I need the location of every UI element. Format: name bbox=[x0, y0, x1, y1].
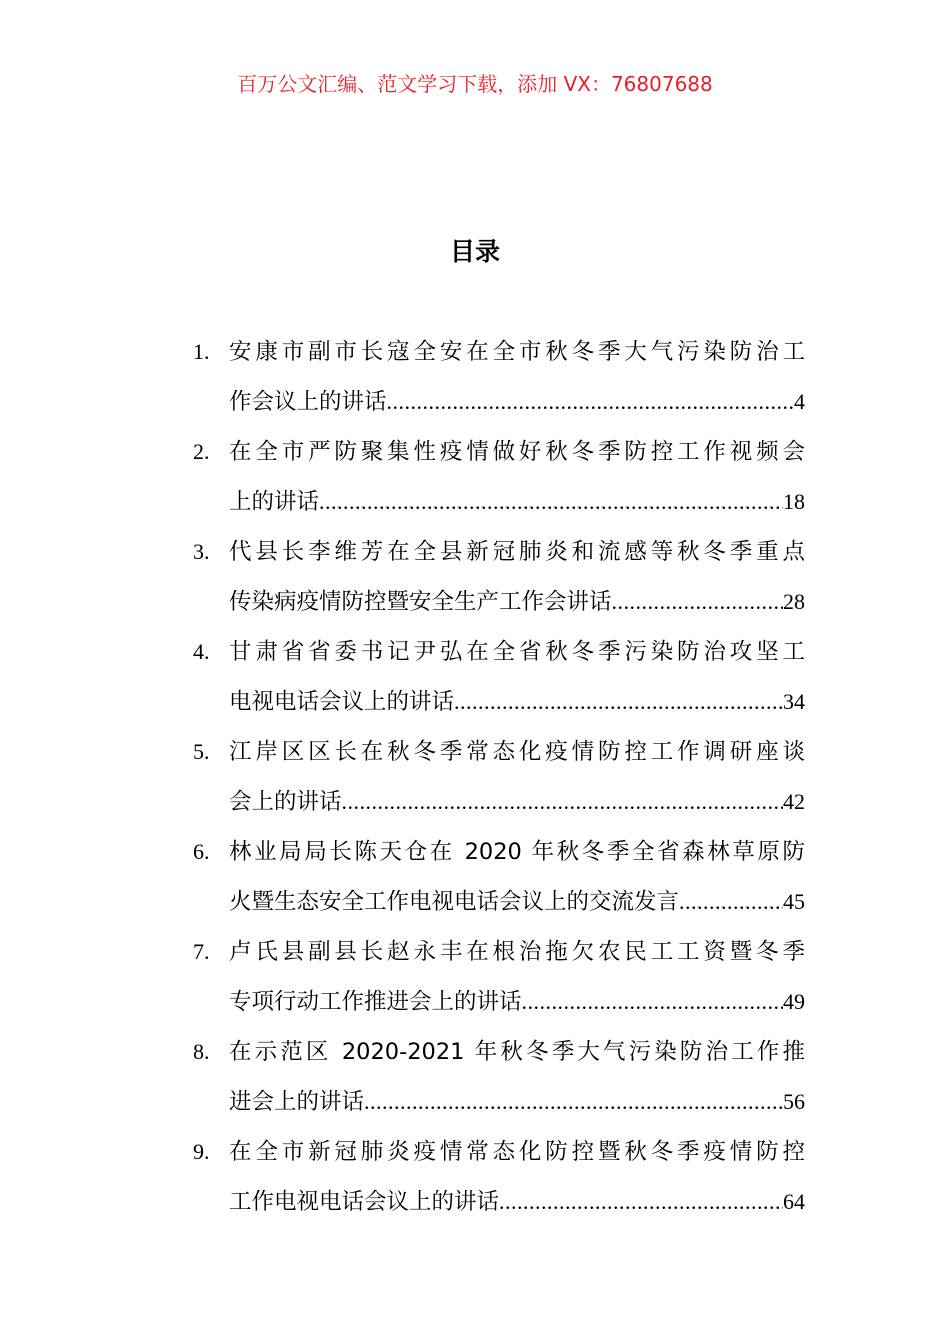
toc-entry-number: 2. bbox=[193, 439, 210, 464]
toc-entry-line2 bbox=[229, 677, 805, 727]
toc-entry-title-line2[interactable]: 作会议上的讲话 bbox=[229, 389, 387, 415]
toc-entry-title-line1[interactable]: 在全市严防聚集性疫情做好秋冬季防控工作视频会 bbox=[229, 439, 805, 465]
toc-entry-number: 5. bbox=[193, 739, 210, 764]
toc-entry[interactable] bbox=[193, 1127, 805, 1227]
toc-entry[interactable] bbox=[193, 627, 805, 727]
toc-entry-title-line2[interactable]: 电视电话会议上的讲话 bbox=[229, 689, 455, 715]
toc-entry-number: 4. bbox=[193, 639, 210, 664]
toc-entry-line2 bbox=[229, 977, 805, 1027]
toc-entry-page-number[interactable]: 42 bbox=[783, 789, 805, 814]
toc-entry[interactable] bbox=[193, 827, 805, 927]
toc-entry-line2 bbox=[229, 1177, 805, 1227]
toc-entry-line2 bbox=[229, 1077, 805, 1127]
toc-entry[interactable] bbox=[193, 727, 805, 827]
toc-entry-title-line1[interactable]: 在示范区 2020-2021 年秋冬季大气污染防治工作推 bbox=[229, 1039, 805, 1065]
toc-entry-line2 bbox=[229, 377, 805, 427]
toc-entry-number: 9. bbox=[193, 1139, 210, 1164]
toc-entry-line2 bbox=[229, 777, 805, 827]
dot-leader bbox=[342, 777, 783, 827]
toc-entry-page-number[interactable]: 4 bbox=[794, 389, 805, 414]
toc-entry[interactable] bbox=[193, 427, 805, 527]
toc-title: 目录 bbox=[449, 237, 500, 266]
toc-entry-title-line2[interactable]: 工作电视电话会议上的讲话 bbox=[229, 1189, 500, 1215]
toc-entry-title-line2[interactable]: 会上的讲话 bbox=[229, 789, 342, 815]
toc-entry-number: 7. bbox=[193, 939, 210, 964]
toc-entry-number: 8. bbox=[193, 1039, 210, 1064]
dot-leader bbox=[454, 677, 783, 727]
toc-entry-title-line2[interactable]: 火暨生态安全工作电视电话会议上的交流发言 bbox=[229, 889, 680, 915]
dot-leader bbox=[387, 377, 794, 427]
dot-leader bbox=[364, 1077, 783, 1127]
toc-entry-title-line1[interactable]: 江岸区区长在秋冬季常态化疫情防控工作调研座谈 bbox=[229, 739, 805, 765]
toc-entry-title-line1[interactable]: 安康市副市长寇全安在全市秋冬季大气污染防治工 bbox=[229, 339, 805, 365]
toc-entry-line2 bbox=[229, 577, 805, 627]
toc-entry-title-line1[interactable]: 甘肃省省委书记尹弘在全省秋冬季污染防治攻坚工 bbox=[229, 639, 805, 665]
toc-entry-title-line1[interactable]: 林业局局长陈天仓在 2020 年秋冬季全省森林草原防 bbox=[229, 839, 805, 865]
toc-entry-line2 bbox=[229, 877, 805, 927]
toc-entry[interactable] bbox=[193, 527, 805, 627]
toc-entry-number: 6. bbox=[193, 839, 210, 864]
toc-entry-title-line2[interactable]: 进会上的讲话 bbox=[229, 1089, 365, 1115]
toc-entry-page-number[interactable]: 18 bbox=[783, 489, 805, 514]
toc-entry-page-number[interactable]: 64 bbox=[783, 1189, 805, 1214]
toc-entry-title-line2[interactable]: 上的讲话 bbox=[229, 489, 320, 515]
toc-entry-page-number[interactable]: 49 bbox=[783, 989, 805, 1014]
toc-entry-title-line1[interactable]: 卢氏县副县长赵永丰在根治拖欠农民工工资暨冬季 bbox=[229, 939, 805, 965]
toc-entry-title-line1[interactable]: 代县长李维芳在全县新冠肺炎和流感等秋冬季重点 bbox=[229, 539, 805, 565]
toc-entry-line2 bbox=[229, 477, 805, 527]
dot-leader bbox=[499, 1177, 783, 1227]
toc-entry-title-line2[interactable]: 专项行动工作推进会上的讲话 bbox=[229, 989, 522, 1015]
toc-entry[interactable] bbox=[193, 327, 805, 427]
toc-entry[interactable] bbox=[193, 927, 805, 1027]
toc-entry-page-number[interactable]: 45 bbox=[783, 889, 805, 914]
dot-leader bbox=[612, 577, 783, 627]
toc-list bbox=[193, 327, 805, 1227]
toc-entry-number: 3. bbox=[193, 539, 210, 564]
dot-leader bbox=[522, 977, 783, 1027]
toc-entry-title-line2[interactable]: 传染病疫情防控暨安全生产工作会讲话 bbox=[229, 589, 612, 615]
toc-entry-number: 1. bbox=[193, 339, 210, 364]
header-watermark-note: 百万公文汇编、范文学习下载，添加 VX：76807688 bbox=[237, 72, 713, 96]
toc-entry-page-number[interactable]: 56 bbox=[783, 1089, 805, 1114]
toc-entry[interactable] bbox=[193, 1027, 805, 1127]
dot-leader bbox=[679, 877, 783, 927]
toc-entry-title-line1[interactable]: 在全市新冠肺炎疫情常态化防控暨秋冬季疫情防控 bbox=[229, 1139, 805, 1165]
toc-entry-page-number[interactable]: 28 bbox=[783, 589, 805, 614]
toc-entry-page-number[interactable]: 34 bbox=[783, 689, 805, 714]
dot-leader bbox=[319, 477, 783, 527]
